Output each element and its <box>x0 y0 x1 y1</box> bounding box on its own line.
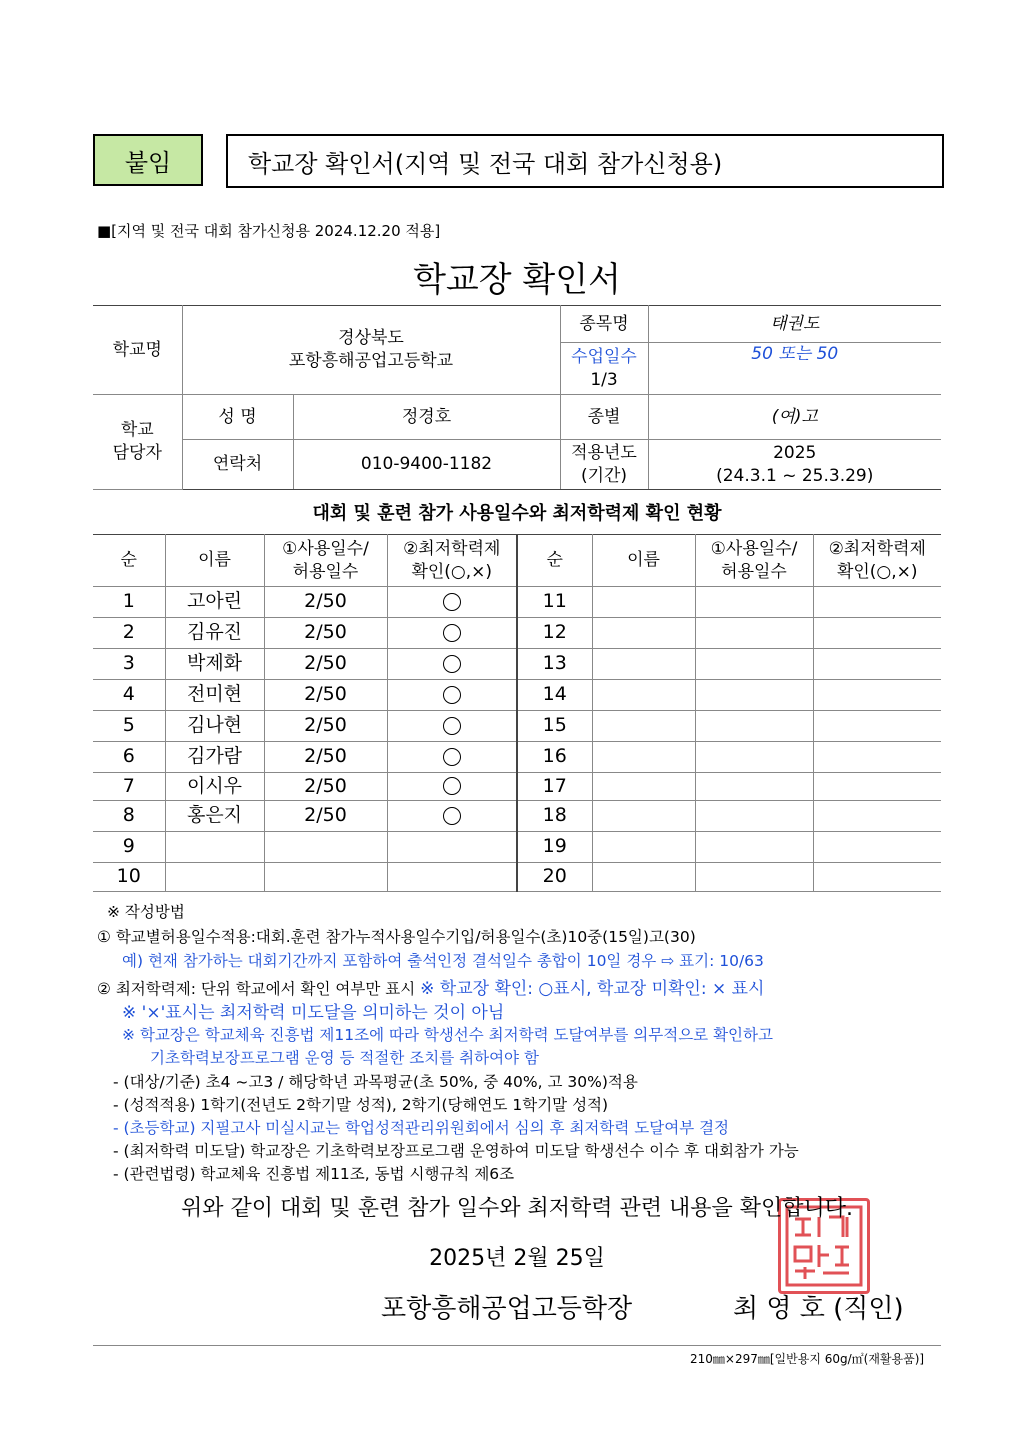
school-region: 경상북도 <box>338 328 404 349</box>
header-days <box>264 535 387 587</box>
sport-label: 종목명 <box>560 306 648 343</box>
table-row <box>93 832 941 863</box>
row-confirm <box>387 863 517 892</box>
row-days-right <box>695 863 813 892</box>
year-label-1: 적용년도 <box>571 442 637 463</box>
row-confirm <box>387 801 517 832</box>
row-confirm <box>387 773 517 801</box>
class-days-value: 50 또는 50 <box>648 343 941 395</box>
row-days-right <box>695 680 813 711</box>
header-no: 순 <box>93 535 165 587</box>
manager-label-2: 담당자 <box>112 443 162 463</box>
signer-name: 최 영 호 (직인) <box>733 1294 904 1324</box>
row-name: 고아린 <box>165 587 264 618</box>
row-no: 9 <box>93 832 165 863</box>
note-x-meaning: ※ '×'표시는 최저학력 미도달을 의미하는 것이 아님 <box>122 1003 505 1023</box>
row-no: 6 <box>93 742 165 773</box>
row-confirm <box>387 680 517 711</box>
document-header-title: 학교장 확인서(지역 및 전국 대회 참가신청용) <box>226 134 944 188</box>
row-days: 2/50 <box>264 680 387 711</box>
class-days-label-cell <box>560 343 648 395</box>
row-name-right <box>592 618 695 649</box>
table-row <box>93 711 941 742</box>
participation-status-table <box>93 534 941 892</box>
subtitle-note: ■[지역 및 전국 대회 참가신청용 2024.12.20 적용] <box>97 222 441 240</box>
detail-elementary-text: - (초등학교) 지필고사 미실시교는 학업성적관리위원회에서 심의 후 최저학력 도달여부 결정 <box>113 1119 730 1137</box>
row-no: 7 <box>93 773 165 801</box>
row-name-right <box>592 863 695 892</box>
table-row <box>93 801 941 832</box>
row-name-right <box>592 649 695 680</box>
row-no-right: 17 <box>517 773 592 801</box>
detail-not-reached: - (최저학력 미도달) 학교장은 기초학력보장프로그램 운영하여 미도달 학생선수 이수 후 대회참가 가능 <box>113 1142 799 1160</box>
year-period: (24.3.1 ~ 25.3.29) <box>716 465 874 486</box>
note-principal-duty-2: 기초학력보장프로그램 운영 등 적절한 조치를 취하여야 함 <box>150 1049 539 1067</box>
note-allowed-days: ① 학교별허용일수적용:대회.훈련 참가누적사용일수기입/허용일수(초)10중(15일)고(30) <box>97 928 696 946</box>
detail-target: - (대상/기준) 초4 ~고3 / 해당학년 과목평균(초 50%, 중 40%, 고 30%)적용 <box>113 1073 638 1091</box>
school-name-cell <box>182 306 560 395</box>
row-days: 2/50 <box>264 618 387 649</box>
table-row <box>93 773 941 801</box>
row-days <box>264 832 387 863</box>
school-info-table <box>93 305 941 490</box>
header-name: 이름 <box>165 535 264 587</box>
row-days-right <box>695 587 813 618</box>
row-name-right <box>592 711 695 742</box>
year-value: 2025 <box>773 442 817 463</box>
row-confirm-right <box>813 680 941 711</box>
row-days: 2/50 <box>264 773 387 801</box>
manager-label-cell <box>93 395 182 490</box>
table-row <box>93 649 941 680</box>
detail-laws: - (관련법령) 학교체육 진흥법 제11조, 동법 시행규칙 제6조 <box>113 1165 515 1183</box>
row-days-right <box>695 711 813 742</box>
footer-divider <box>93 1345 941 1346</box>
note-example: 예) 현재 참가하는 대회기간까지 포함하여 출석인정 결석일수 총합이 10일 경우 ⇨ 표기: 10/63 <box>122 952 764 970</box>
manager-label-1: 학교 <box>120 420 154 441</box>
row-no: 1 <box>93 587 165 618</box>
row-name-right <box>592 773 695 801</box>
class-days-fraction: 1/3 <box>590 369 618 390</box>
circle-mark-icon <box>443 748 461 766</box>
row-no-right: 18 <box>517 801 592 832</box>
row-no-right: 13 <box>517 649 592 680</box>
category-value: (여)고 <box>648 395 941 440</box>
table-row <box>93 587 941 618</box>
row-no: 5 <box>93 711 165 742</box>
circle-mark-icon <box>443 777 461 795</box>
table-row <box>93 742 941 773</box>
row-days: 2/50 <box>264 587 387 618</box>
row-no: 4 <box>93 680 165 711</box>
row-confirm <box>387 711 517 742</box>
paper-spec: 210㎜×297㎜[일반용지 60g/㎡(재활용품)] <box>690 1352 925 1366</box>
row-days <box>264 863 387 892</box>
signer-school: 포항흥해공업고등학장 <box>381 1294 633 1324</box>
row-name: 김나현 <box>165 711 264 742</box>
row-confirm-right <box>813 618 941 649</box>
header-no-right: 순 <box>517 535 592 587</box>
table-row <box>93 618 941 649</box>
row-name: 김유진 <box>165 618 264 649</box>
header-confirm-2: 확인(○,×) <box>411 561 493 582</box>
row-no-right: 15 <box>517 711 592 742</box>
row-confirm <box>387 832 517 863</box>
class-days-label: 수업일수 <box>571 346 637 367</box>
row-confirm-right <box>813 711 941 742</box>
row-confirm-right <box>813 742 941 773</box>
note-min-academic-prefix: ② 최저학력제: 단위 학교에서 확인 여부만 표시 <box>97 980 416 998</box>
detail-grades: - (성적적용) 1학기(전년도 2학기말 성적), 2학기(당해연도 1학기말 성적) <box>113 1096 609 1114</box>
row-confirm-right <box>813 773 941 801</box>
school-name-label: 학교명 <box>93 306 182 395</box>
row-name-right <box>592 801 695 832</box>
row-name-right <box>592 587 695 618</box>
header-confirm-right-1: ②최저학력제 <box>828 538 926 559</box>
contact-value: 010-9400-1182 <box>293 440 560 490</box>
circle-mark-icon <box>443 717 461 735</box>
row-days-right <box>695 832 813 863</box>
header-confirm-right-2: 확인(○,×) <box>836 561 918 582</box>
row-no-right: 11 <box>517 587 592 618</box>
attachment-label: 붙임 <box>93 134 203 186</box>
category-label: 종별 <box>560 395 648 440</box>
header-confirm <box>387 535 517 587</box>
row-days: 2/50 <box>264 649 387 680</box>
year-label-2: (기간) <box>580 465 628 486</box>
row-confirm-right <box>813 863 941 892</box>
circle-mark-icon <box>443 655 461 673</box>
header-name-right: 이름 <box>592 535 695 587</box>
row-name: 김가람 <box>165 742 264 773</box>
row-name: 이시우 <box>165 773 264 801</box>
row-days: 2/50 <box>264 742 387 773</box>
row-days-right <box>695 773 813 801</box>
manager-name-label: 성 명 <box>182 395 293 440</box>
note-min-academic <box>97 974 764 999</box>
contact-label: 연락처 <box>182 440 293 490</box>
issue-date: 2025년 2월 25일 <box>429 1246 605 1271</box>
circle-mark-icon <box>443 624 461 642</box>
row-days-right <box>695 649 813 680</box>
row-days-right <box>695 801 813 832</box>
header-confirm-right <box>813 535 941 587</box>
header-confirm-1: ②최저학력제 <box>403 538 501 559</box>
year-value-cell <box>648 440 941 490</box>
school-name: 포항흥해공업고등학교 <box>288 351 454 371</box>
circle-mark-icon <box>443 807 461 825</box>
notes-title: ※ 작성방법 <box>107 903 185 921</box>
row-name <box>165 832 264 863</box>
row-confirm-right <box>813 832 941 863</box>
header-days-2: 허용일수 <box>292 561 359 582</box>
detail-elementary <box>113 1116 729 1138</box>
table-row <box>93 863 941 892</box>
row-name: 박제화 <box>165 649 264 680</box>
row-confirm <box>387 618 517 649</box>
row-days-right <box>695 618 813 649</box>
row-no: 10 <box>93 863 165 892</box>
circle-mark-icon <box>443 686 461 704</box>
row-no-right: 19 <box>517 832 592 863</box>
row-confirm-right <box>813 801 941 832</box>
header-days-right-2: 허용일수 <box>721 561 787 582</box>
row-no-right: 14 <box>517 680 592 711</box>
row-no-right: 16 <box>517 742 592 773</box>
manager-name-value: 정경호 <box>293 395 560 440</box>
row-name-right <box>592 832 695 863</box>
row-name: 전미현 <box>165 680 264 711</box>
row-days-right <box>695 742 813 773</box>
row-no: 2 <box>93 618 165 649</box>
row-no-right: 20 <box>517 863 592 892</box>
row-no: 3 <box>93 649 165 680</box>
closing-statement: 위와 같이 대회 및 훈련 참가 일수와 최저학력 관련 내용을 확인합니다. <box>181 1196 853 1221</box>
row-confirm-right <box>813 587 941 618</box>
row-confirm <box>387 649 517 680</box>
row-no-right: 12 <box>517 618 592 649</box>
note-mark-legend: ※ 학교장 확인: ○표시, 학교장 미확인: × 표시 <box>420 979 765 999</box>
page-title: 학교장 확인서 <box>413 260 621 300</box>
sport-value: 태권도 <box>648 306 941 343</box>
header-days-right-1: ①사용일수/ <box>710 538 798 559</box>
row-confirm <box>387 587 517 618</box>
row-confirm-right <box>813 649 941 680</box>
year-label-cell <box>560 440 648 490</box>
row-name-right <box>592 680 695 711</box>
circle-mark-icon <box>443 593 461 611</box>
section-title: 대회 및 훈련 참가 사용일수와 최저학력제 확인 현황 <box>312 503 722 524</box>
row-days: 2/50 <box>264 711 387 742</box>
row-confirm <box>387 742 517 773</box>
header-days-right <box>695 535 813 587</box>
row-name <box>165 863 264 892</box>
row-name-right <box>592 742 695 773</box>
header-days-1: ①사용일수/ <box>282 538 369 559</box>
note-principal-duty-1: ※ 학교장은 학교체육 진흥법 제11조에 따라 학생선수 최저학력 도달여부를 의무적으로 확인하고 <box>122 1026 773 1044</box>
row-days: 2/50 <box>264 801 387 832</box>
row-name: 홍은지 <box>165 801 264 832</box>
row-no: 8 <box>93 801 165 832</box>
table-row <box>93 680 941 711</box>
